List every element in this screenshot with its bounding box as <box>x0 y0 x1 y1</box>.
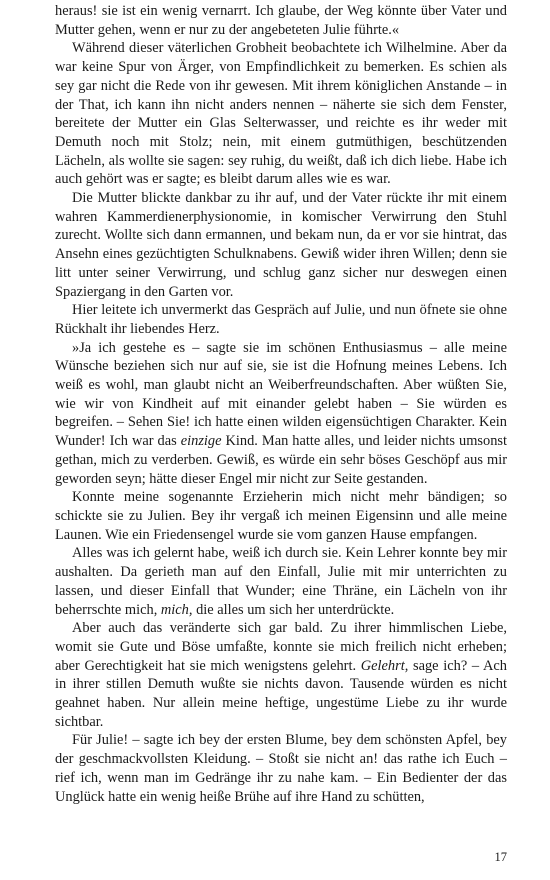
page-number: 17 <box>494 850 507 864</box>
paragraph <box>55 39 507 189</box>
book-page <box>55 2 507 806</box>
paragraph-text: Hier leitete ich unvermerkt das Gespräch auf Julie, und nun öfnete sie ohne Rückhalt ihr liebendes Herz. <box>55 302 507 337</box>
paragraph <box>55 339 507 489</box>
paragraph <box>55 544 507 619</box>
paragraph-text: Kind. Man hatte alles, und leider nichts umsonst gethan, mich zu verderben. Gewiß, es würde ein sehr böses Geschöpf aus mir geworden seyn; hätte dieser Engel mir nicht zur Seite gestanden. <box>55 433 507 487</box>
paragraph <box>55 488 507 544</box>
paragraph <box>55 301 507 338</box>
paragraph <box>55 731 507 806</box>
paragraph-text: sage ich? – Ach in ihrer stillen Demuth wußte sie nichts davon. Tausende würden es nicht geahnet haben. Nur allein meine heftige, ungestüme Liebe zu ihr wurde sichtbar. <box>55 657 507 730</box>
paragraph-text: Alles was ich gelernt habe, weiß ich durch sie. Kein Lehrer konnte bey mir aushalten. Da gerieth man auf den Einfall, Julie mit mir unterrichten zu lassen, und dieser Einfall that Wunder; eine Thräne, ein Lächeln von ihr beherrschte mich, <box>55 545 507 618</box>
paragraph <box>55 619 507 731</box>
paragraph-text: Die Mutter blickte dankbar zu ihr auf, und der Vater rückte ihr mit einem wahren Kammerdienerphysionomie, in komischer Verwirrung den Stuhl zurecht. Wollte sich dann ermannen, und bekam nun, da er vor sie hintrat, das Ansehn eines gezüchtigten Schulknabens. Gewiß wider ihren Willen; denn sie litt unter seiner Verwirrung, und schlug ganz sicher nur deswegen einen Spaziergang in den Garten vor. <box>55 190 507 300</box>
paragraph-text: heraus! sie ist ein wenig vernarrt. Ich glaube, der Weg könnte über Vater und Mutter gehen, wenn er nur zu der angebeteten Julie führte.« <box>55 3 507 38</box>
paragraph <box>55 2 507 39</box>
emphasis-text: einzige <box>180 433 222 450</box>
paragraph-text: die alles um sich her unterdrückte. <box>192 601 395 618</box>
paragraph-text: »Ja ich gestehe es – sagte sie im schönen Enthusiasmus – alle meine Wünsche beziehen sich nur auf sie, sie ist die Hofnung meines Lebens. Ich weiß es wohl, man glaubt nicht an Weiberfreundschaften. Aber wüßten Sie, wie wir von Kindheit auf mit einander gelebt haben – Sie würden es begreifen. – Sehen Sie! ich hatte einen wilden eigensüchtigen Charakter. Kein Wunder! Ich war das <box>55 339 507 450</box>
paragraph-text: Konnte meine sogenannte Erzieherin mich nicht mehr bändigen; so schickte sie zu Julien. Bey ihr vergaß ich meinen Eigensinn und alle meine Launen. Wie ein Friedensengel wurde sie vom ganzen Hause empfangen. <box>55 489 507 543</box>
paragraph-text: Aber auch das veränderte sich gar bald. Zu ihrer himmlischen Liebe, womit sie Gute und Böse umfaßte, konnte sie mich freilich nicht erheben; aber Gerechtigkeit hat sie mich wenigstens gelehrt. <box>55 620 507 674</box>
paragraph <box>55 189 507 301</box>
emphasis-text: Gelehrt, <box>360 657 409 674</box>
emphasis-text: mich, <box>160 601 193 618</box>
paragraph-text: Während dieser väterlichen Grobheit beobachtete ich Wilhelmine. Aber da war keine Spur von Ärger, von Empfindlichkeit zu bemerken. Es schien als sey gar nicht die Rede von ihr gewesen. Mit ihrem königlichen Anstande – in der That, ich kann ihn nicht anders nennen – näherte sie sich dem Fenster, bereitete der Mutter ein Glas Selterwasser, und reichte es ihr weder mit Demuth noch mit Stolz; nein, mit einem gutmüthigen, beschützenden Lächeln, als wollte sie sagen: sey ruhig, du weißt, daß ich dich liebe. Habe ich auch gehört was er sagte; es bleibt darum alles wie es war. <box>55 40 507 188</box>
paragraph-text: Für Julie! – sagte ich bey der ersten Blume, bey dem schönsten Apfel, bey der geschmackvollsten Kleidung. – Stoßt sie nicht an! das rathe ich Euch – rief ich, wenn man im Gedränge ihr zu nahe kam. – Ein Bedienter der das Unglück hatte ein wenig heiße Brühe auf ihre Hand zu schütten, <box>55 732 507 805</box>
page-text-body <box>55 2 507 806</box>
